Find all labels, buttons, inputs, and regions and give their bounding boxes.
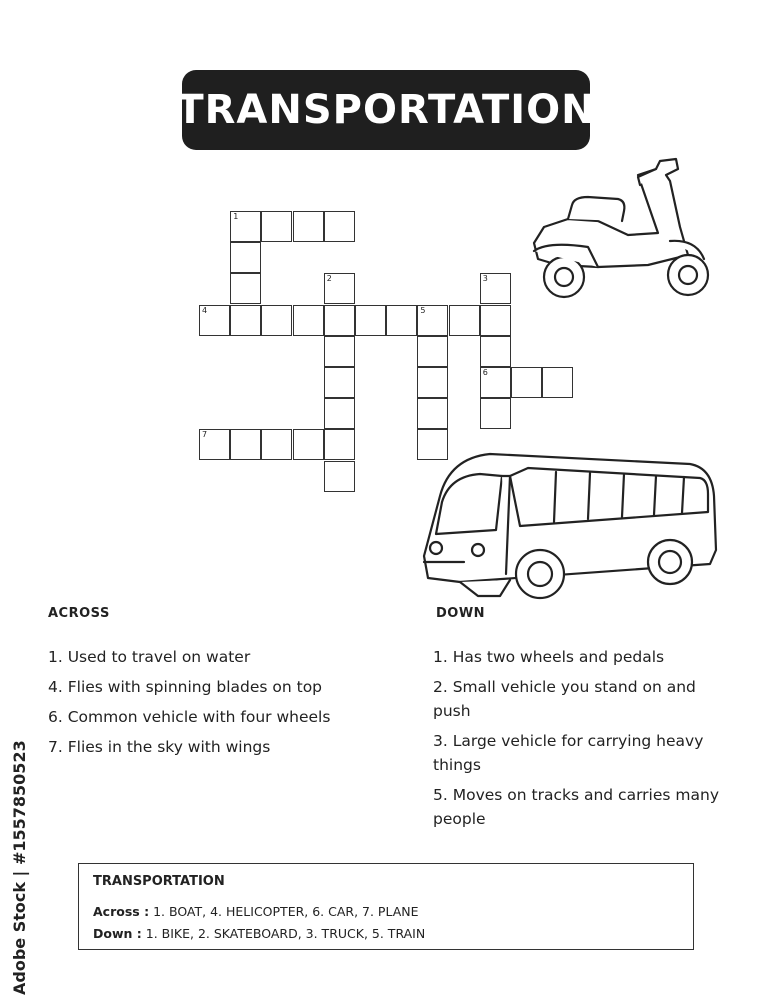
- crossword-cell[interactable]: [480, 305, 511, 336]
- clue-number: 6: [482, 368, 488, 377]
- down-clue: 3. Large vehicle for carrying heavy things: [433, 732, 704, 774]
- answer-across-line: [93, 904, 419, 919]
- crossword-cell[interactable]: [324, 336, 355, 367]
- crossword-cell[interactable]: [261, 429, 292, 460]
- crossword-cell[interactable]: [417, 305, 448, 336]
- answer-down-line: [93, 926, 425, 941]
- crossword-cell[interactable]: [230, 211, 261, 242]
- crossword-cell[interactable]: [386, 305, 417, 336]
- crossword-cell[interactable]: [293, 429, 324, 460]
- across-clue: 7. Flies in the sky with wings: [48, 738, 271, 756]
- answer-across-label: Across :: [93, 904, 150, 919]
- crossword-cell[interactable]: [542, 367, 573, 398]
- crossword-cell[interactable]: [230, 305, 261, 336]
- crossword-cell[interactable]: [199, 429, 230, 460]
- across-clue: 6. Common vehicle with four wheels: [48, 708, 331, 726]
- crossword-cell[interactable]: [480, 273, 511, 304]
- down-clue: 2. Small vehicle you stand on and push: [433, 678, 696, 720]
- clue-number: 5: [420, 305, 426, 315]
- crossword-cell[interactable]: [230, 429, 261, 460]
- crossword-cell[interactable]: [324, 305, 355, 336]
- crossword-cell[interactable]: [324, 429, 355, 460]
- across-clue-list: [48, 645, 378, 765]
- crossword-cell[interactable]: [324, 367, 355, 398]
- crossword-cell[interactable]: [324, 211, 355, 242]
- crossword-cell[interactable]: [355, 305, 386, 336]
- crossword-cell[interactable]: [261, 305, 292, 336]
- crossword-cell[interactable]: [511, 367, 542, 398]
- crossword-cell[interactable]: [230, 273, 261, 304]
- answer-key-title: TRANSPORTATION: [93, 874, 225, 889]
- page-title: TRANSPORTATION: [176, 87, 596, 133]
- down-heading: DOWN: [436, 606, 486, 621]
- crossword-cell[interactable]: [230, 242, 261, 273]
- down-clue: 1. Has two wheels and pedals: [433, 648, 665, 666]
- crossword-cell[interactable]: [324, 273, 355, 304]
- clue-number: 4: [202, 305, 208, 315]
- crossword-cell[interactable]: [293, 305, 324, 336]
- crossword-cell[interactable]: [480, 336, 511, 367]
- across-clue: 4. Flies with spinning blades on top: [48, 678, 323, 696]
- crossword-cell[interactable]: [480, 367, 511, 398]
- clue-number: 3: [482, 274, 488, 284]
- clue-number: 2: [326, 274, 332, 284]
- crossword-cell[interactable]: [417, 398, 448, 429]
- across-heading: ACROSS: [48, 606, 110, 621]
- crossword-cell[interactable]: [449, 305, 480, 336]
- across-clue: 1. Used to travel on water: [48, 648, 251, 666]
- answer-down-text: 1. BIKE, 2. SKATEBOARD, 3. TRUCK, 5. TRAIN: [145, 926, 426, 941]
- answer-down-label: Down :: [93, 926, 142, 941]
- answer-key-box: [78, 863, 694, 950]
- clue-number: 1: [233, 212, 239, 221]
- crossword-cell[interactable]: [324, 461, 355, 492]
- bus-illustration: [420, 446, 720, 606]
- scooter-illustration: [528, 155, 714, 301]
- down-clue: 5. Moves on tracks and carries many people: [433, 786, 719, 828]
- crossword-cell[interactable]: [480, 398, 511, 429]
- crossword-cell[interactable]: [199, 305, 230, 336]
- answer-across-text: 1. BOAT, 4. HELICOPTER, 6. CAR, 7. PLANE: [153, 904, 419, 919]
- crossword-cell[interactable]: [417, 367, 448, 398]
- crossword-cell[interactable]: [417, 336, 448, 367]
- crossword-cell[interactable]: [261, 211, 292, 242]
- crossword-cell[interactable]: [293, 211, 324, 242]
- stock-watermark-id: Adobe Stock | #1557850523: [10, 740, 29, 995]
- clue-number: 7: [202, 430, 208, 440]
- down-clue-list: [433, 645, 723, 837]
- crossword-cell[interactable]: [324, 398, 355, 429]
- title-banner: [176, 70, 596, 150]
